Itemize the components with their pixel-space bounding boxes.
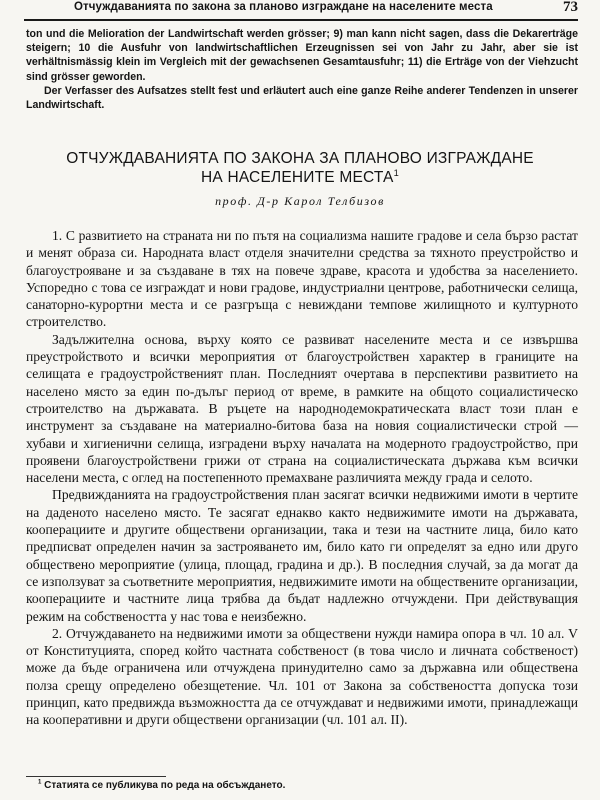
german-paragraph: Der Verfasser des Aufsatzes stellt fest und erläutert auch eine ganze Reihe anderer Tendenzen in unserer Landwirtschaft. bbox=[26, 84, 578, 112]
header-rule bbox=[24, 19, 578, 21]
article-title-line-2: НА НАСЕЛЕНИТЕ МЕСТА bbox=[201, 169, 394, 186]
footnote-text: Статията се публикува по реда на обсъждането. bbox=[44, 780, 286, 791]
article-title bbox=[0, 149, 600, 187]
page-header bbox=[0, 0, 600, 18]
article-title-line-1: ОТЧУЖДАВАНИЯТА ПО ЗАКОНА ЗА ПЛАНОВО ИЗГРАЖДАНЕ bbox=[66, 150, 534, 167]
page-number: 73 bbox=[563, 0, 578, 15]
german-summary bbox=[26, 27, 578, 112]
author-line: проф. Д-р Карол Телбизов bbox=[215, 194, 385, 208]
article-heading bbox=[0, 149, 600, 209]
footnote-mark: 1 bbox=[38, 779, 42, 786]
article-body bbox=[26, 227, 578, 729]
body-paragraph: Задължителна основа, върху която се развиват населените места и се извършва преустройството и всички мероприятия от благоустройствен характер в границите на селищата е градоустройственият план. Последният очертава в перспективи развитието на населено място за един по-дълъг период от време, в рамките на общото социалистическо строителство на държавата. В ръцете на народнодемократическата власт този план е инструмент за създаване на материално-битова база на новия социалистически строй — хубави и хигиенични селища, изградени върху началата на модерното градоустройство, при проявени благоустройствени грижи от страна на социалистическата държава към всички населени места, с оглед на постепенното премахване различията между града и селото. bbox=[26, 331, 578, 486]
german-paragraph: ton und die Melioration der Landwirtschaft werden grösser; 9) man kann nicht sagen, dass die Dekarerträge steigern; 10 die Ausfuhr von landwirtschaftlichen Erzeugnissen sei von Jahr zu Jahr, aber sie ist verhältnismässig klein im Vergleich mit der gewachsenen Gesamtausfuhr; 11) die Erträge von der Viehzucht sind grösser geworden. bbox=[26, 28, 578, 83]
footnote bbox=[38, 780, 285, 791]
body-paragraph: 1. С развитието на страната ни по пътя на социализма нашите градове и села бързо растат и менят образа си. Народната власт отделя значителни средства за тяхното преустройство и благоустрояване и за създаване в тях на повече здраве, красота и удобства за населението. Успоредно с това се изграждат и нови градове, индустриални центрове, работнически селища, санаторно-курортни места и се разгръща с невиждани темпове жилищното и културното строителство. bbox=[26, 228, 578, 330]
title-footnote-mark: 1 bbox=[393, 167, 399, 178]
running-title: Отчуждаванията по закона за планово изграждане на населените места bbox=[74, 1, 493, 13]
body-paragraph: Предвижданията на градоустройствения план засягат всички недвижими имоти в чертите на даденото населено място. Те засягат еднакво както недвижимите имоти на държавата, кооперациите и другите обществени организации, така и тези на частните лица, било като предписват определен начин за застрояването им, било като ги определят за едно или друго обществено мероприятие (улица, площад, градина и др.). В последния случай, за да могат да се използуват за съответните мероприятия, недвижимите имоти на обществените организации, кооперациите и частните лица трябва да бъдат надлежно отчуждени. При действуващия режим на собствеността у нас това е неизбежно. bbox=[26, 487, 578, 624]
footnote-rule bbox=[26, 776, 166, 777]
body-paragraph: 2. Отчуждаването на недвижими имоти за обществени нужди намира опора в чл. 10 ал. V от Конституцията, според който частната собственост (в това число и личната собственост) може да бъде ограничена или отчуждена принудително само за държавна или обществена полза срещу определено обезщетение. Чл. 101 от Закона за собствеността допуска този принцип, като предвижда възможността да се отчуждават и недвижими имоти, принадлежащи на кооперативни и други обществени организации (чл. 101 ал. II). bbox=[26, 625, 578, 728]
